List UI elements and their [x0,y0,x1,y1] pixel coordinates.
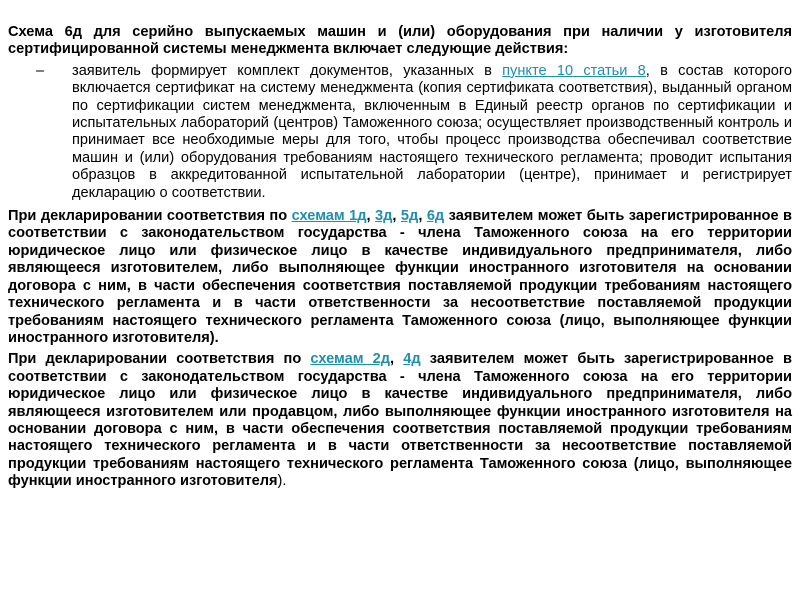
link-article-8-point-10[interactable]: пункте 10 статьи 8 [502,62,646,79]
link-scheme-2d[interactable]: схемам 2д [310,351,391,368]
section-6d-intro [8,24,792,59]
link-scheme-4d[interactable]: 4д [403,351,421,368]
paragraph-declaration-schemes-1d-3d-5d-6d [8,208,792,347]
section-6d-intro-text: Схема 6д для серийно выпускаемых машин и (или) оборудования при наличии у изготовителя сертифицированной системы менеджмента включает следующие действия: [8,24,792,58]
link-scheme-1d[interactable]: схемам 1д [291,208,367,225]
list-item-text-after-link: , в состав которого включается сертификат на систему менеджмента (копия сертификата соответствия), выданный органом по сертификации систем менеджмента, включенным в Единый реестр органов по сертификации и испытательных лабораторий (центров) Таможенного союза; осуществляет производственный контроль и принимает все необходимые меры для того, чтобы процесс производства обеспечивал соответствие машин и (или) оборудования требованиям настоящего технического регламента; проводит испытания образцов в аккредитованной испытательной лаборатории (центре), принимает и регистрирует декларацию о соответствии. [72,62,792,201]
list-dash: – [36,62,45,79]
section-6d-list [8,63,792,202]
link-scheme-5d[interactable]: 5д [400,208,419,225]
document-body [8,24,792,491]
link-scheme-6d[interactable]: 6д [426,208,445,225]
list-item-text-before-link: заявитель формирует комплект документов, указанных в [72,62,503,79]
paragraph-3-closing: ). [277,473,287,490]
separator: , [392,208,401,225]
paragraph-3-lead: При декларировании соответствия по [8,351,311,368]
paragraph-2-lead: При декларировании соответствия по [8,208,292,225]
link-scheme-3d[interactable]: 3д [375,208,393,225]
paragraph-declaration-schemes-2d-4d [8,351,792,490]
list-item [8,63,792,202]
separator: , [390,351,404,368]
paragraph-2-body: заявителем может быть зарегистрированное в соответствии с законодательством государства - члена Таможенного союза на его территории юридическое лицо или физическое лицо в качестве индивидуального предпринимателя, либо являющееся изготовителем, либо выполняющее функции иностранного изготовителя на основании договора с ним, в части обеспечения соответствия поставляемой продукции требованиям настоящего технического регламента и в части ответственности за несоответствие поставляемой продукции требованиям настоящего технического регламента Таможенного союза (лицо, выполняющее функции иностранного изготовителя). [8,208,793,346]
paragraph-3-body: заявителем может быть зарегистрированное в соответствии с законодательством государства - члена Таможенного союза на его территории юридическое лицо или физическое лицо в качестве индивидуального предпринимателя, либо являющееся изготовителем или продавцом, либо выполняющее функции иностранного изготовителя на основании договора с ним, в части обеспечения соответствия поставляемой продукции требованиям настоящего технического регламента и в части ответственности за несоответствие поставляемой продукции требованиям настоящего технического регламента Таможенного союза (лицо, выполняющее функции иностранного изготовителя [8,351,792,490]
separator: , [418,208,427,225]
separator: , [366,208,376,225]
